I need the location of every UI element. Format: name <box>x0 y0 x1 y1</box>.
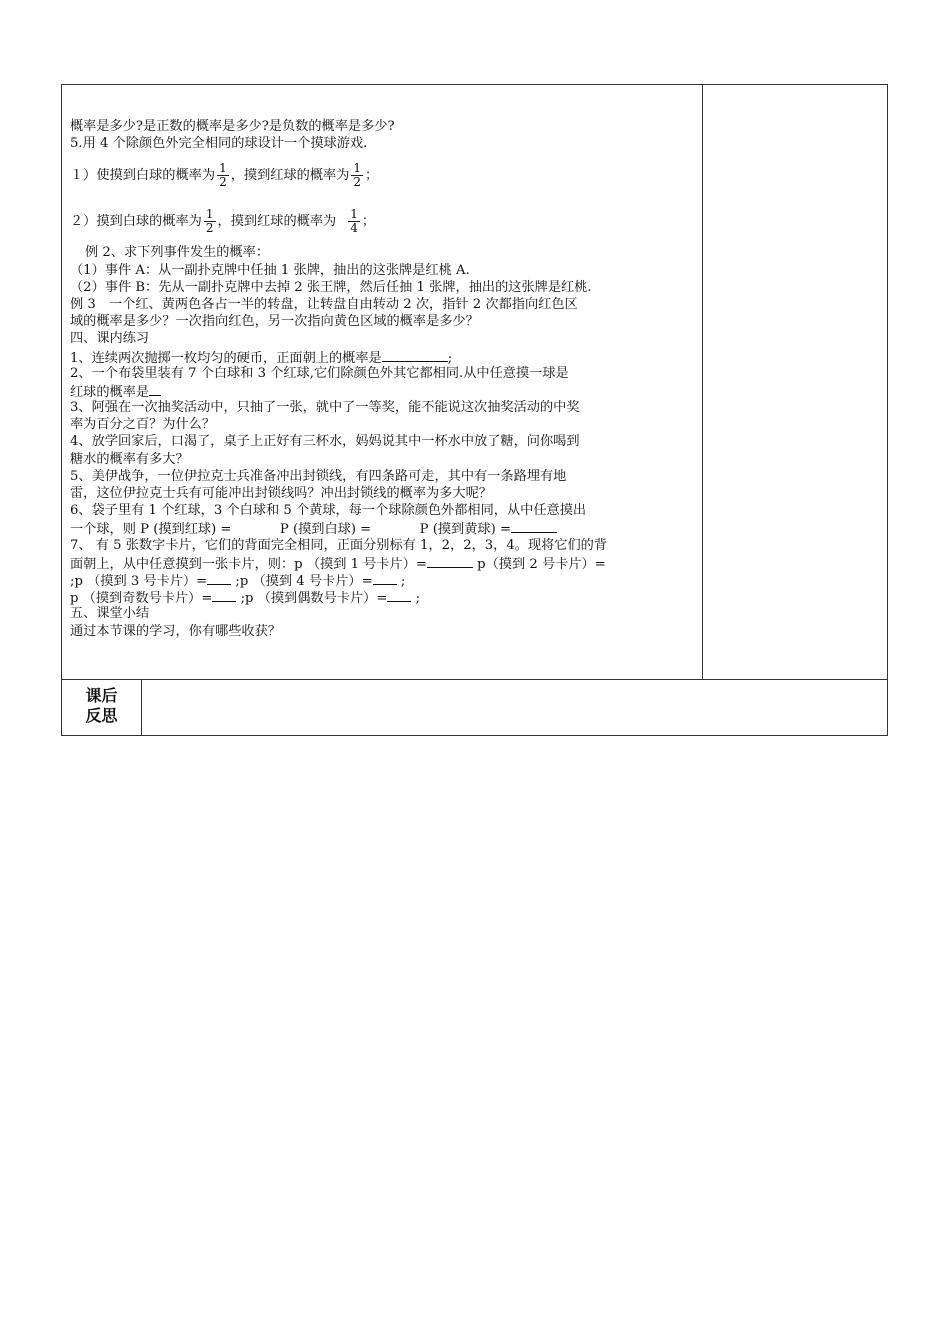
example-heading: 例 2、求下列事件发生的概率： <box>85 245 270 261</box>
text-line: 概率是多少?是正数的概率是多少?是负数的概率是多少? <box>70 119 395 134</box>
fraction <box>348 208 360 235</box>
answer-blank[interactable] <box>427 554 473 568</box>
text-segment: ;p （摸到 3 号卡片）= <box>70 573 208 589</box>
section-heading: 五、课堂小结 <box>70 606 150 622</box>
answer-blank[interactable] <box>207 571 231 585</box>
text-segment: p（摸到 2 号卡片）= <box>477 556 606 572</box>
text-line: 雷，这位伊拉克士兵有可能冲出封锁线吗？冲出封锁线的概率为多大呢？ <box>70 486 492 501</box>
practice-item-7-b <box>70 554 696 571</box>
text-line: （2）事件 B：先从一副扑克牌中去掉 2 张王牌，然后任抽 1 张牌，抽出的这张牌是红桃. <box>70 279 592 295</box>
practice-item-2-cont <box>70 382 696 399</box>
column-divider <box>702 84 703 680</box>
reflection-label-line: 课后 <box>85 686 118 705</box>
row-divider <box>61 679 888 680</box>
answer-blank[interactable] <box>511 519 557 533</box>
text-line: 糖水的概率有多大？ <box>70 451 189 467</box>
text-segment: ;p （摸到 4 号卡片）= <box>235 573 373 589</box>
text-line: 3、阿强在一次抽奖活动中，只抽了一张，就中了一等奖，能不能说这次抽奖活动的中奖 <box>70 400 580 416</box>
denominator: 2 <box>219 174 227 189</box>
denominator: 2 <box>353 174 362 189</box>
fraction <box>351 162 363 189</box>
text-line: 6、袋子里有 1 个红球，3 个白球和 5 个黄球，每一个球除颜色外都相同，从中任意摸出 <box>70 503 587 519</box>
text-line: 5.用 4 个除颜色外完全相同的球设计一个摸球游戏. <box>70 136 368 152</box>
text-segment: P (摸到黄球) = <box>419 522 512 538</box>
answer-blank[interactable] <box>212 588 236 602</box>
reflection-label-line: 反思 <box>85 706 118 725</box>
numerator: 1 <box>205 206 214 221</box>
denominator: 4 <box>350 220 358 235</box>
text-line: 5、美伊战争，一位伊拉克士兵准备冲出封锁线，有四条路可走，其中有一条路埋有地 <box>70 468 567 484</box>
text-segment: ; <box>415 591 421 607</box>
fraction <box>204 208 216 235</box>
answer-blank[interactable] <box>149 382 161 396</box>
practice-item-1 <box>70 348 696 365</box>
text-segment: ; <box>400 573 406 589</box>
text-line: 率为百分之百？为什么？ <box>70 417 216 433</box>
text-segment: 1、连续两次抛掷一枚均匀的硬币，正面朝上的概率是 <box>70 350 382 366</box>
fraction <box>217 162 229 189</box>
text-line: 2、一个布袋里装有 7 个白球和 3 个红球,它们除颜色外其它都相同.从中任意摸一球是 <box>70 365 569 381</box>
text-line: 通过本节课的学习，你有哪些收获？ <box>70 623 281 639</box>
practice-item-7-d <box>70 588 696 605</box>
answer-blank[interactable] <box>387 588 411 602</box>
text-segment: P (摸到白球) = <box>279 522 372 538</box>
text-line: 例 3 一个红、黄两色各占一半的转盘，让转盘自由转动 2 次，指针 2 次都指向红色区 <box>70 296 578 312</box>
fraction-line-2 <box>70 198 696 244</box>
text-segment: １）使摸到白球的概率为 <box>70 167 216 183</box>
section-heading: 四、课内练习 <box>70 331 150 347</box>
text-segment: 一个球，则 P (摸到红球) = <box>70 522 232 538</box>
reflection-label <box>62 686 141 726</box>
denominator: 2 <box>205 220 214 235</box>
text-segment: 红球的概率是 <box>70 384 150 400</box>
text-segment: ;p （摸到偶数号卡片）= <box>240 591 388 607</box>
text-segment: ； <box>365 167 379 183</box>
text-line: 4、放学回家后，口渴了，桌子上正好有三杯水，妈妈说其中一杯水中放了糖，问你喝到 <box>70 434 580 450</box>
answer-blank[interactable] <box>373 571 397 585</box>
text-line: （1）事件 A：从一副扑克牌中任抽 1 张牌，抽出的这张牌是红桃 A. <box>70 262 470 278</box>
text-segment: p （摸到奇数号卡片）= <box>70 591 213 607</box>
text-segment: ； <box>361 213 376 229</box>
text-line: 7、 有 5 张数字卡片，它们的背面完全相同，正面分别标有 1，2，2，3，4。现将它们的背 <box>70 537 608 553</box>
label-cell-divider <box>141 679 142 736</box>
numerator: 1 <box>350 206 358 221</box>
answer-blank[interactable] <box>382 348 448 362</box>
text-segment: ; <box>447 350 453 366</box>
numerator: 1 <box>353 160 362 175</box>
text-segment: ，摸到红球的概率为 <box>230 167 350 183</box>
numerator: 1 <box>219 160 227 175</box>
fraction-line-1 <box>70 152 696 198</box>
practice-item-7-c <box>70 571 696 588</box>
text-segment: ２）摸到白球的概率为 <box>70 213 202 229</box>
practice-item-6-cont <box>70 519 696 536</box>
text-segment: ，摸到红球的概率为 <box>217 213 337 229</box>
text-segment: 面朝上，从中任意摸到一张卡片，则：p （摸到 1 号卡片）= <box>70 556 427 572</box>
text-line: 域的概率是多少？一次指向红色，另一次指向黄色区域的概率是多少？ <box>70 314 479 330</box>
lesson-content <box>70 118 696 640</box>
